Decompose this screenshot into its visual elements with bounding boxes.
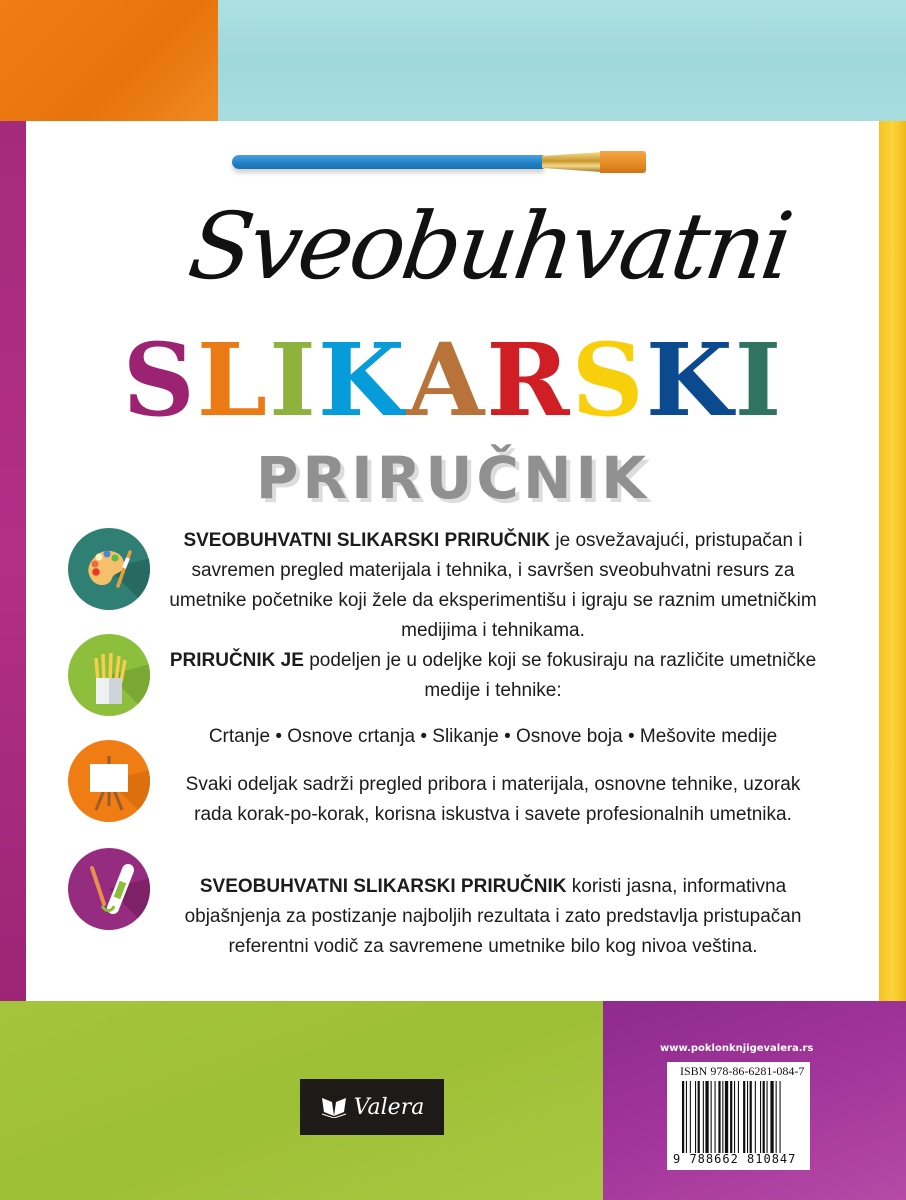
handbook-is-bold: PRIRUČNIK JE xyxy=(169,650,304,671)
title-letter: S xyxy=(571,321,646,439)
brush-bristles xyxy=(600,151,646,173)
paintbrush-icon xyxy=(232,150,682,180)
pencils-icon xyxy=(68,634,150,716)
title-letter: L xyxy=(196,321,270,439)
script-title: Sveobuhvatni xyxy=(182,193,797,300)
brush-handle xyxy=(232,155,544,169)
barcode-icon xyxy=(682,1081,808,1153)
book-title-bold: SVEOBUHVATNI SLIKARSKI PRIRUČNIK xyxy=(199,876,567,897)
title-letter: I xyxy=(734,321,784,439)
yellow-paint-strip xyxy=(879,121,906,1001)
summary-text: koristi jasna, informativna objašnjenja za postizanje najboljih rezultata i zato predstavlja pristupačan referentni vodič za savremene umetnike bilo kog nivoa veština. xyxy=(184,876,802,957)
orange-paint-block xyxy=(0,0,218,121)
easel-icon xyxy=(68,740,150,822)
topics-list: Crtanje • Osnove crtanja • Slikanje • Osnove boja • Mešovite medije xyxy=(208,726,778,747)
main-title xyxy=(90,320,816,440)
isbn-text: ISBN 978-86-6281-084-7 xyxy=(680,1064,805,1078)
title-letter: S xyxy=(122,321,197,439)
description-paragraph xyxy=(168,526,818,706)
brush-and-paint-tube-icon xyxy=(68,848,150,930)
barcode-digits: 9 788662 810847 xyxy=(673,1152,797,1166)
open-book-icon xyxy=(320,1096,348,1118)
title-letter: A xyxy=(406,321,487,439)
title-letter: K xyxy=(317,321,407,439)
publisher-name: Valera xyxy=(353,1094,425,1120)
title-letter: K xyxy=(645,321,735,439)
sections-paragraph: Svaki odeljak sadrži pregled pribora i materijala, osnovne tehnike, uzorak rada korak-po-korak, korisna iskustva i savete profesionalnih umetnika. xyxy=(185,774,801,825)
brush-ferrule xyxy=(542,152,602,172)
palette-icon xyxy=(68,528,150,610)
subtitle: PRIRUČNIK xyxy=(255,444,651,512)
book-title-bold: SVEOBUHVATNI SLIKARSKI PRIRUČNIK xyxy=(183,530,551,551)
publisher-website: www.poklonknjigevalera.rs xyxy=(660,1043,814,1054)
title-letter: I xyxy=(269,321,318,439)
description-text: je osvežavajući, pristupačan i savremen pregled materijala i tehnika, i savršen sveobuhvatni resurs za umetnike početnike koji žele da eksperimentišu i igraju se raznim umetničkim medijima i tehnikama. xyxy=(169,530,817,641)
title-letter: R xyxy=(486,321,572,439)
summary-paragraph xyxy=(168,872,818,962)
magenta-paint-strip xyxy=(0,121,26,1001)
sections-intro-text: podeljen je u odeljke koji se fokusiraju na različite umetničke medije i tehnike: xyxy=(303,650,817,701)
publisher-logo xyxy=(300,1079,444,1135)
blue-paint-block xyxy=(218,0,906,121)
